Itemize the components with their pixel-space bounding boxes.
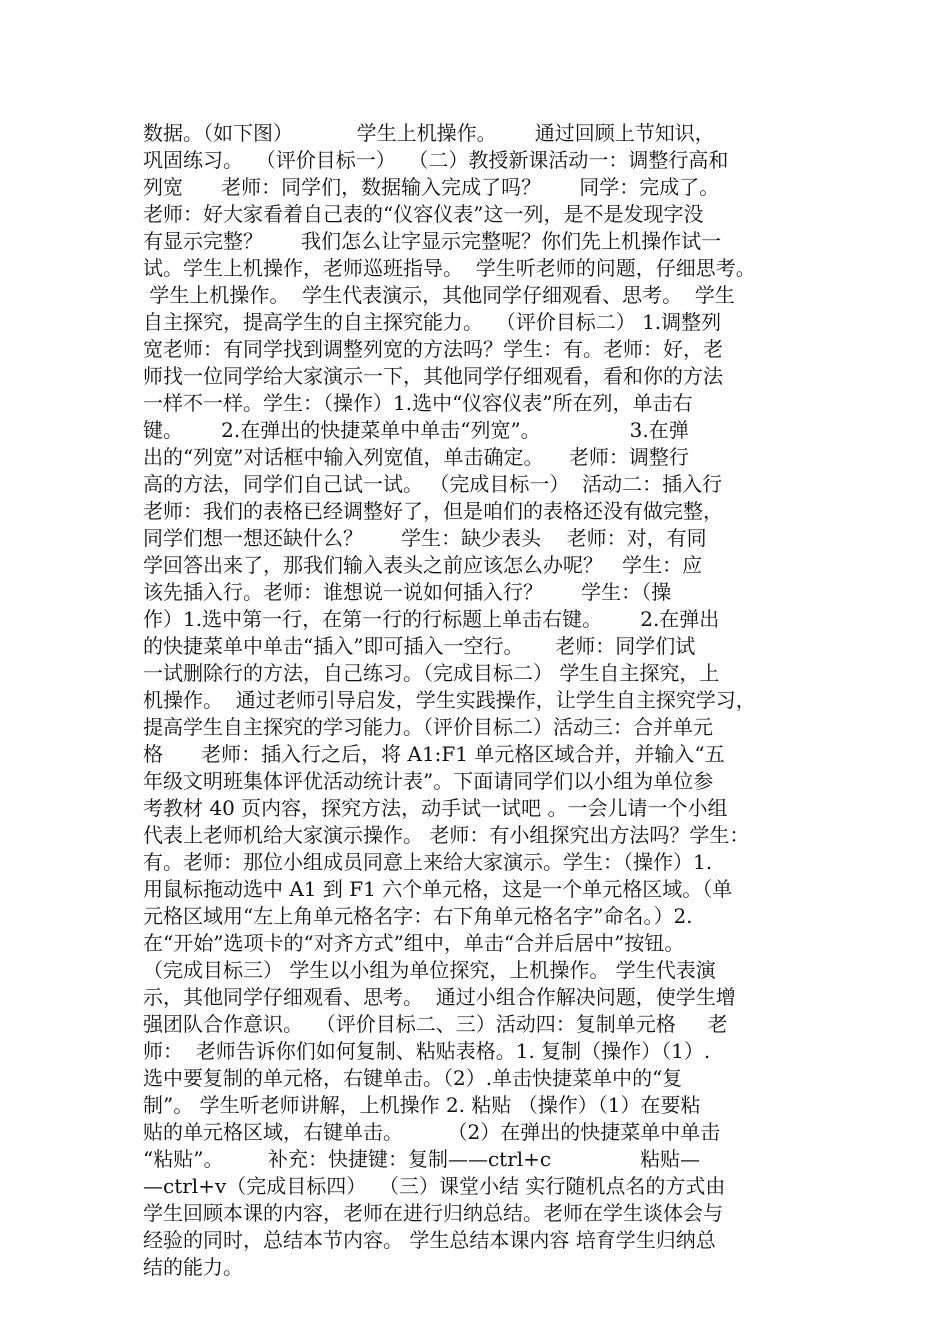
text-line: 经验的同时，总结本节内容。 学生总结本课内容 培育学生归纳总: [143, 1228, 716, 1252]
text-line: 巩固练习。 （评价目标一） （二）教授新课活动一：调整行高和: [143, 148, 729, 172]
text-line: 结的能力。: [143, 1255, 243, 1279]
text-line: 数据。（如下图） 学生上机操作。 通过回顾上节知识，: [143, 121, 715, 145]
text-line: 作）1.选中第一行，在第一行的行标题上单击右键。 2.在弹出: [143, 607, 720, 631]
text-line: 老师：好大家看着自己表的“仪容仪表”这一列，是不是发现字没: [143, 202, 704, 226]
text-line: 学回答出来了，那我们输入表头之前应该怎么办呢？ 学生：应: [143, 553, 703, 577]
text-line: 贴的单元格区域，右键单击。 （2）在弹出的快捷菜单中单击: [143, 1120, 721, 1144]
text-line: 在“开始”选项卡的“对齐方式”组中，单击“合并后居中”按钮。: [143, 931, 685, 955]
text-line: 出的“列宽”对话框中输入列宽值，单击确定。 老师：调整行: [143, 445, 689, 469]
text-line: “粘贴”。 补充：快捷键：复制——ctrl+c 粘贴—: [143, 1147, 701, 1171]
text-line: 强团队合作意识。 （评价目标二、三）活动四：复制单元格 老: [143, 1012, 728, 1036]
text-line: 格 老师：插入行之后，将 A1:F1 单元格区域合并，并输入“五: [143, 742, 725, 766]
text-line: 制”。 学生听老师讲解，上机操作 2. 粘贴 （操作）（1）在要粘: [143, 1093, 701, 1117]
text-line: （完成目标三） 学生以小组为单位探究，上机操作。 学生代表演: [143, 958, 716, 982]
text-line: 机操作。 通过老师引导启发，学生实践操作，让学生自主探究学习，: [143, 688, 756, 712]
text-line: 选中要复制的单元格，右键单击。（2）.单击快捷菜单中的“复: [143, 1066, 683, 1090]
text-line: 试。学生上机操作，老师巡班指导。 学生听老师的问题，仔细思考。: [143, 256, 756, 280]
text-line: 宽老师：有同学找到调整列宽的方法吗？学生：有。老师：好，老: [143, 337, 723, 361]
text-line: 的快捷菜单中单击“插入”即可插入一空行。 老师：同学们试: [143, 634, 696, 658]
text-line: 自主探究，提高学生的自主探究能力。 （评价目标二） 1.调整列: [143, 310, 722, 334]
text-line: 学生回顾本课的内容，老师在进行归纳总结。老师在学生谈体会与: [143, 1201, 723, 1225]
text-line: 考教材 40 页内容，探究方法，动手试一试吧 。一会儿请一个小组: [143, 796, 728, 820]
text-line: 高的方法，同学们自己试一试。 （完成目标一） 活动二：插入行: [143, 472, 723, 496]
text-line: 师： 老师告诉你们如何复制、粘贴表格。1. 复制（操作）（1）.: [143, 1039, 711, 1063]
text-line: 该先插入行。老师：谁想说一说如何插入行？ 学生：（操: [143, 580, 672, 604]
text-line: 一试删除行的方法，自己练习。（完成目标二） 学生自主探究，上: [143, 661, 720, 685]
text-line: 同学们想一想还缺什么？ 学生：缺少表头 老师：对，有同: [143, 526, 707, 550]
text-line: 年级文明班集体评优活动统计表”。下面请同学们以小组为单位参: [143, 769, 714, 793]
text-line: 示，其他同学仔细观看、思考。 通过小组合作解决问题，使学生增: [143, 985, 736, 1009]
text-line: 提高学生自主探究的学习能力。（评价目标二）活动三：合并单元: [143, 715, 713, 739]
text-line: 代表上老师机给大家演示操作。 老师：有小组探究出方法吗？学生：: [143, 823, 750, 847]
text-line: 一样不一样。学生：（操作）1.选中“仪容仪表”所在列，单击右: [143, 391, 693, 415]
body-text: [143, 120, 823, 1281]
text-line: 键。 2.在弹出的快捷菜单中单击“列宽”。 3.在弹: [143, 418, 689, 442]
text-line: 用鼠标拖动选中 A1 到 F1 六个单元格，这是一个单元格区域。（单: [143, 877, 733, 901]
text-line: 有显示完整？ 我们怎么让字显示完整呢？你们先上机操作试一: [143, 229, 722, 253]
text-line: 学生上机操作。 学生代表演示，其他同学仔细观看、思考。 学生: [143, 283, 735, 307]
text-line: 列宽 老师：同学们，数据输入完成了吗？ 同学：完成了。: [143, 175, 720, 199]
text-line: 师找一位同学给大家演示一下，其他同学仔细观看，看和你的方法: [143, 364, 723, 388]
text-line: 老师：我们的表格已经调整好了，但是咱们的表格还没有做完整，: [143, 499, 723, 523]
text-line: 有。老师：那位小组成员同意上来给大家演示。学生：（操作）1.: [143, 850, 713, 874]
text-line: —ctrl+v（完成目标四） （三）课堂小结 实行随机点名的方式由: [143, 1174, 726, 1198]
text-line: 元格区域用“左上角单元格名字：右下角单元格名字”命名。）2.: [143, 904, 693, 928]
